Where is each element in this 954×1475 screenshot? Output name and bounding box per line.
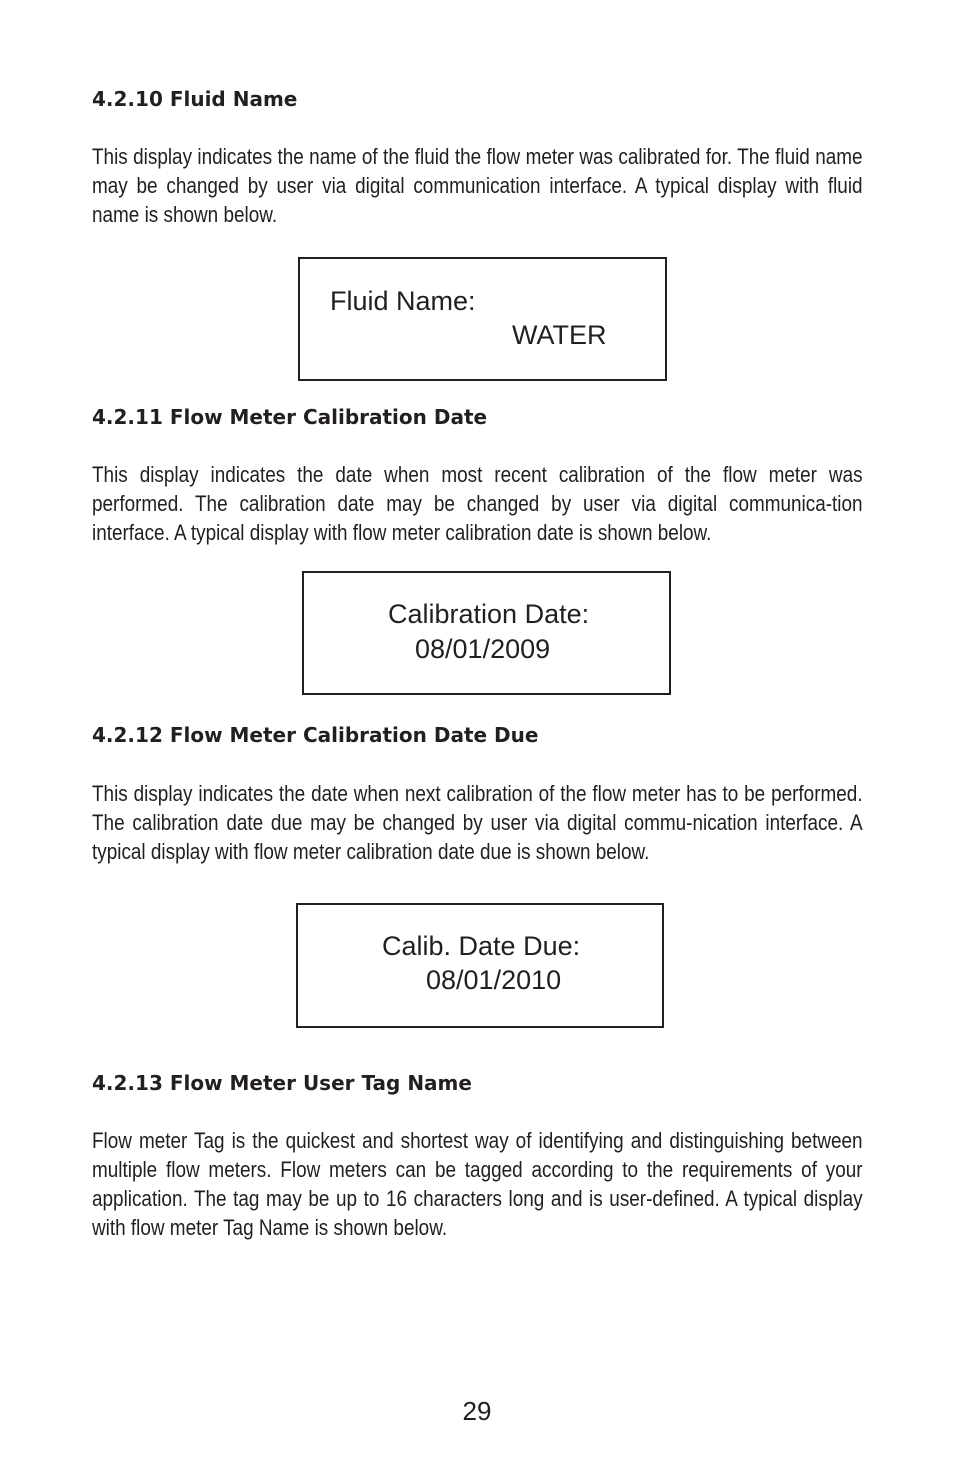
section-body-user-tag-name: Flow meter Tag is the quickest and shortest way of identifying and distinguishing between multiple flow meters. Flow meters can be tagged according to the requirements of your application. The tag may be up to 16 characters long and is user-defined. A typical display with flow meter Tag Name is shown below. <box>92 1128 863 1240</box>
display-label: Fluid Name: <box>330 286 476 316</box>
display-value: WATER <box>512 320 607 350</box>
section-body-calibration-date-due: This display indicates the date when next calibration of the flow meter has to be performed. The calibration date due may be changed by user via digital commu-nication interface. A typical display with flow meter calibration date due is shown below. <box>92 781 863 864</box>
display-value: 08/01/2010 <box>426 965 562 995</box>
section-body-fluid-name: This display indicates the name of the fluid the flow meter was calibrated for. The fluid name may be changed by user via digital communication interface. A typical display with fluid name is shown below. <box>92 144 863 227</box>
section-heading-calibration-date-due: 4.2.12 Flow Meter Calibration Date Due <box>92 723 539 747</box>
fluid-name-display <box>298 257 667 381</box>
section-heading-fluid-name: 4.2.10 Fluid Name <box>92 87 298 111</box>
calibration-date-display <box>302 571 671 695</box>
display-label: Calib. Date Due: <box>382 931 581 961</box>
display-value: 08/01/2009 <box>415 634 551 664</box>
calibration-date-due-display <box>296 903 664 1028</box>
page-number: 29 <box>462 1396 492 1426</box>
section-heading-user-tag-name: 4.2.13 Flow Meter User Tag Name <box>92 1071 472 1095</box>
display-label: Calibration Date: <box>388 599 590 629</box>
section-body-calibration-date: This display indicates the date when most recent calibration of the flow meter was performed. The calibration date may be changed by user via digital communica-tion interface. A typical display with flow meter calibration date is shown below. <box>92 462 863 545</box>
section-heading-calibration-date: 4.2.11 Flow Meter Calibration Date <box>92 405 488 429</box>
